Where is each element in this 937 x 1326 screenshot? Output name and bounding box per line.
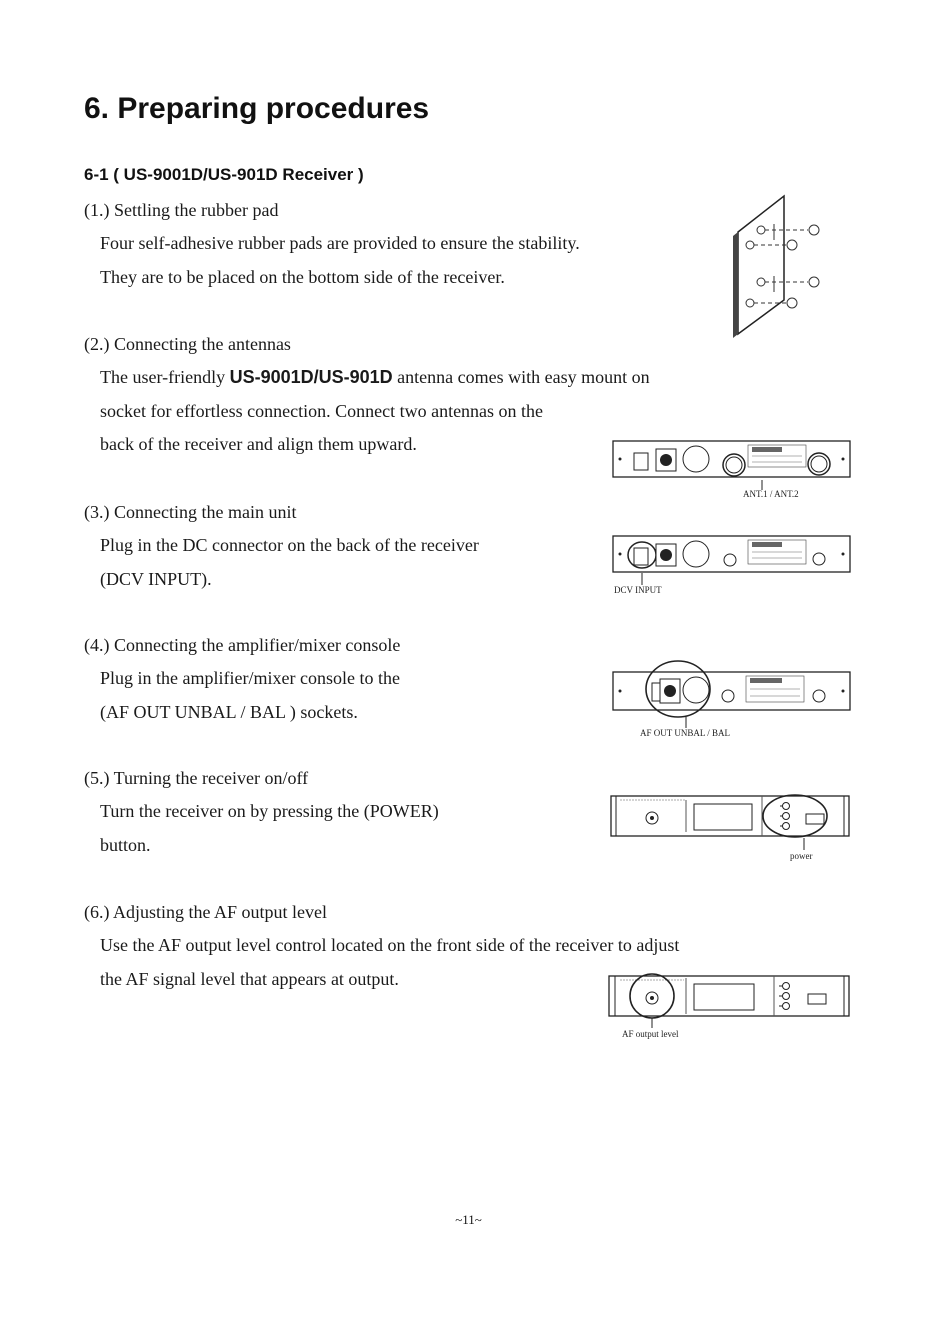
step-2-line-3: back of the receiver and align them upward.	[100, 434, 417, 454]
step-2-line-2: socket for effortless connection. Connect two antennas on the	[100, 401, 544, 421]
rear-panel-af-out-diagram	[612, 658, 852, 718]
rear-panel-antenna-diagram	[612, 440, 852, 480]
step-5-line-2: button.	[100, 835, 151, 855]
rubber-pad-diagram	[732, 192, 832, 338]
power-caption: power	[790, 851, 813, 861]
step-1-line-2: They are to be placed on the bottom side of the receiver.	[100, 267, 505, 287]
front-panel-power-diagram	[610, 792, 852, 842]
step-3-line-1: Plug in the DC connector on the back of the receiver	[100, 535, 479, 555]
step-3-title: (3.) Connecting the main unit	[84, 502, 297, 522]
power-leader-line	[802, 838, 806, 850]
step-3-line-2: (DCV INPUT).	[100, 569, 212, 589]
rear-panel-dcv-diagram	[612, 535, 852, 575]
dcv-leader-line	[640, 573, 644, 585]
step-2-line-1-suffix: antenna comes with easy mount on	[392, 367, 650, 387]
af-level-caption: AF output level	[622, 1029, 679, 1039]
step-6-title: (6.) Adjusting the AF output level	[84, 902, 327, 922]
step-1-line-1: Four self-adhesive rubber pads are provided to ensure the stability.	[100, 233, 580, 253]
step-4-title: (4.) Connecting the amplifier/mixer console	[84, 635, 401, 655]
antenna-caption: ANT.1 / ANT.2	[743, 489, 799, 499]
step-2-line-1	[100, 361, 650, 395]
section-subheading: 6-1 ( US-9001D/US-901D Receiver )	[84, 165, 364, 184]
page-number: ~11~	[455, 1212, 482, 1227]
dcv-caption: DCV INPUT	[614, 585, 662, 595]
step-1-title: (1.) Settling the rubber pad	[84, 200, 279, 220]
step-4-line-2: (AF OUT UNBAL / BAL ) sockets.	[100, 702, 358, 722]
step-5-line-1: Turn the receiver on by pressing the (POWER)	[100, 801, 439, 821]
step-2-line-1-prefix: The user-friendly	[100, 367, 230, 387]
step-6-line-1: Use the AF output level control located on the front side of the receiver to adjust	[100, 935, 680, 955]
step-4-line-1: Plug in the amplifier/mixer console to the	[100, 668, 400, 688]
page-title: 6. Preparing procedures	[84, 92, 430, 125]
af-level-leader-line	[650, 1018, 654, 1028]
step-6-line-2: the AF signal level that appears at output.	[100, 969, 399, 989]
af-out-caption: AF OUT UNBAL / BAL	[640, 728, 731, 738]
af-out-leader-line	[684, 716, 688, 728]
step-2-title: (2.) Connecting the antennas	[84, 334, 291, 354]
model-name: US-9001D/US-901D	[229, 367, 393, 387]
step-5-title: (5.) Turning the receiver on/off	[84, 768, 309, 788]
front-panel-af-level-diagram	[608, 972, 852, 1024]
